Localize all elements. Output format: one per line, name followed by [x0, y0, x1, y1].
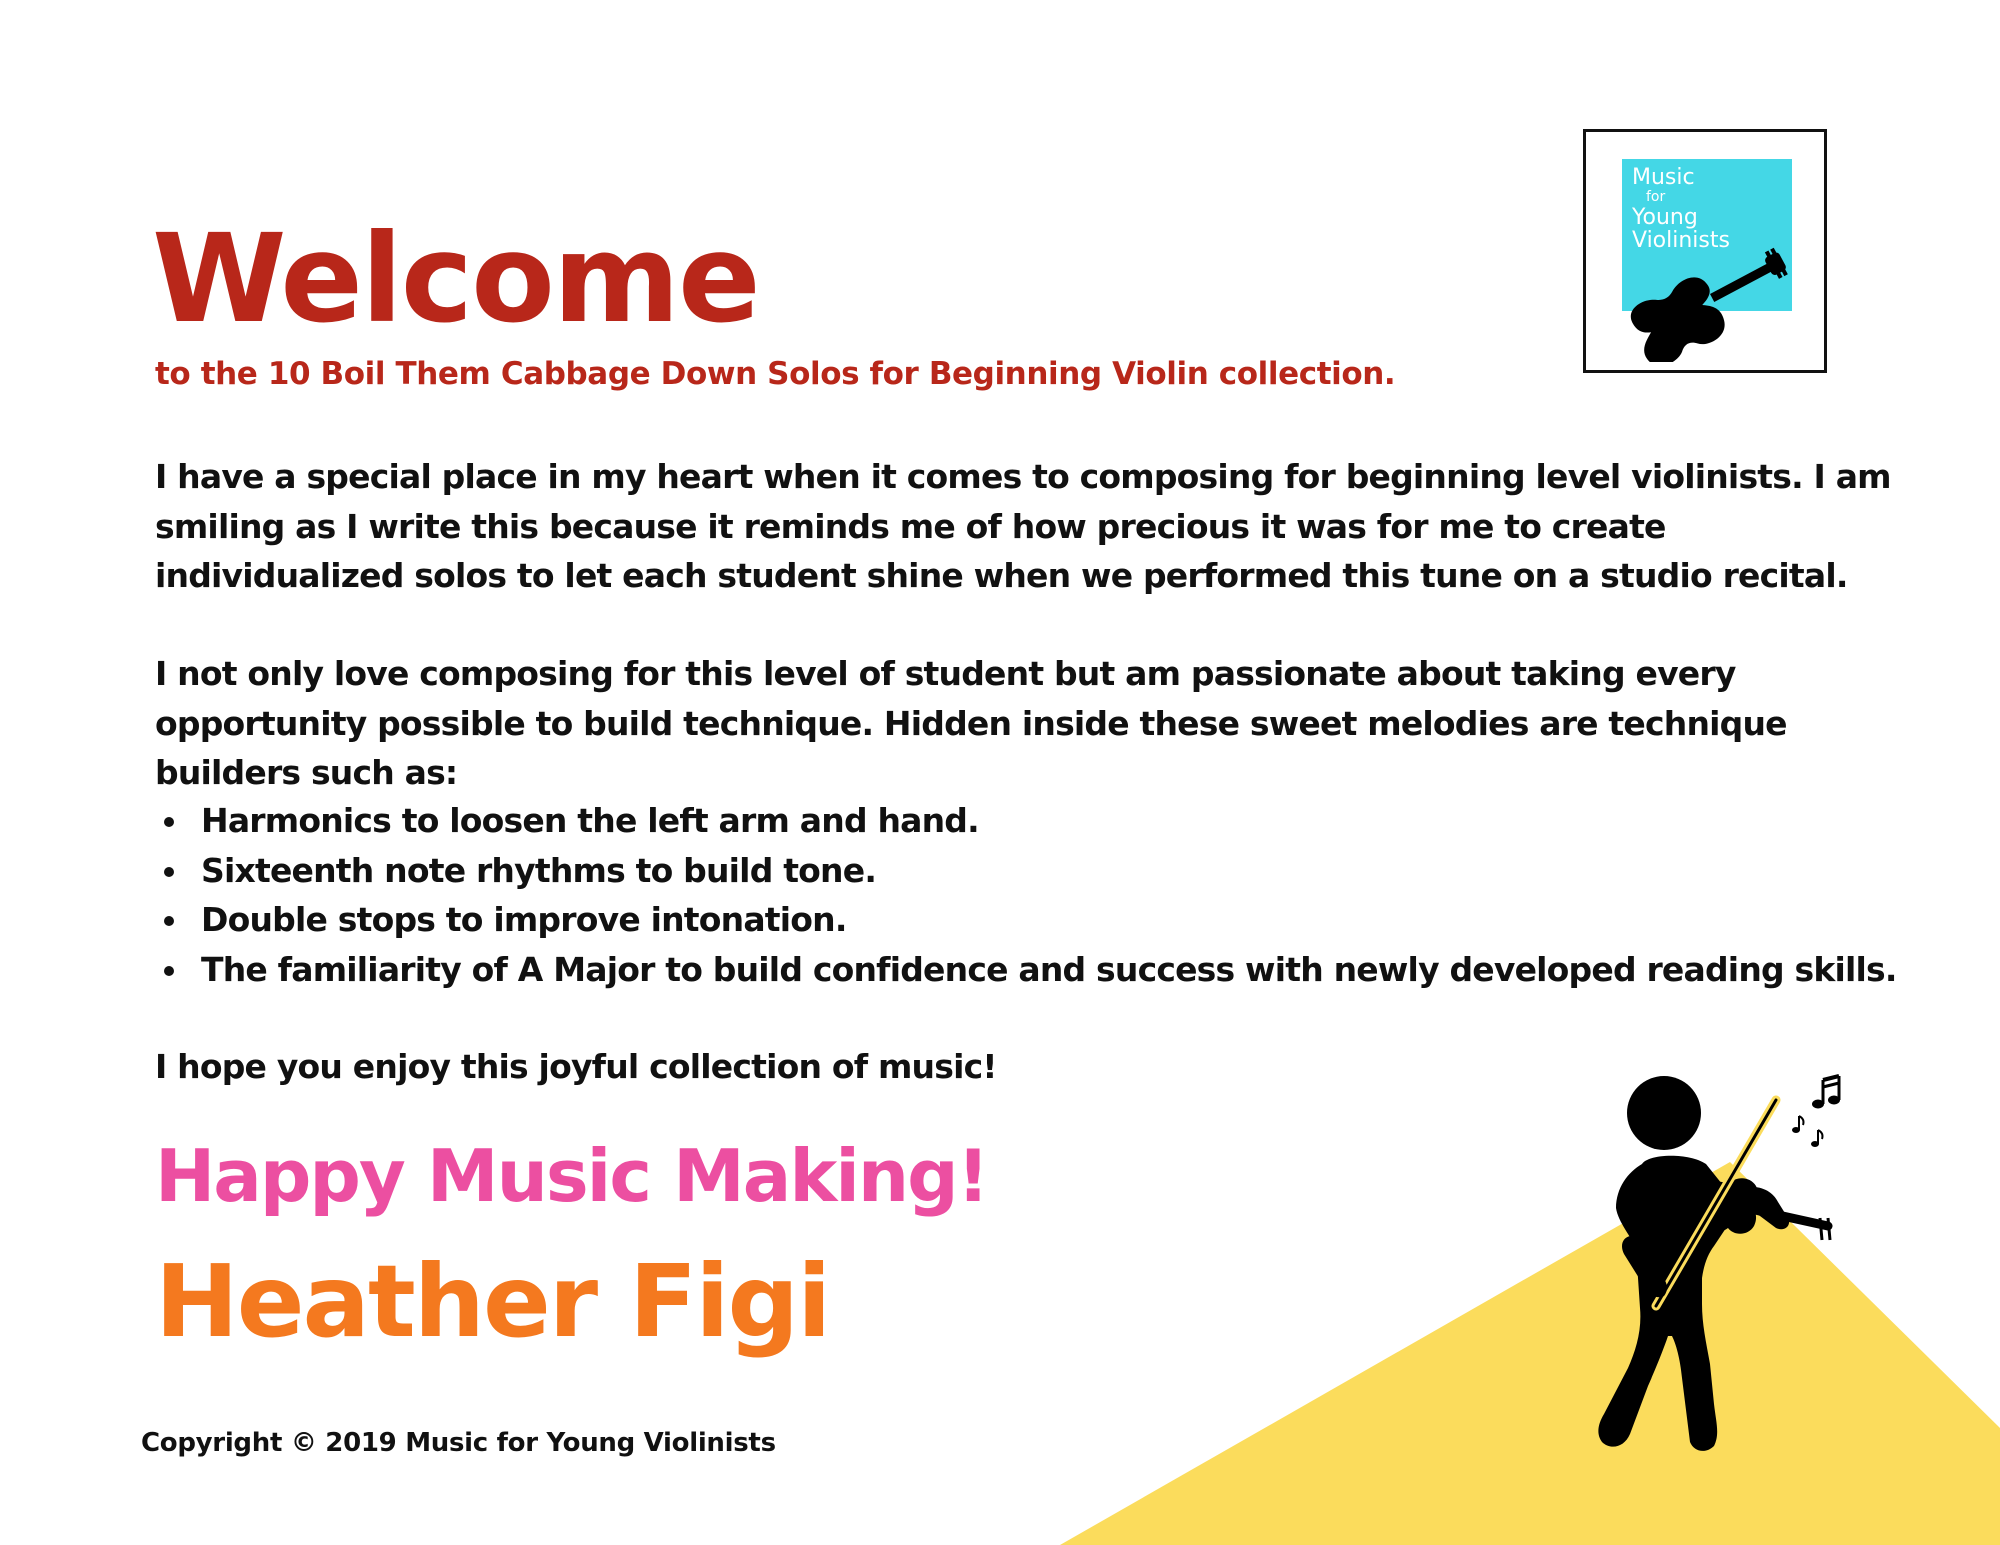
logo-line-young: Young [1632, 204, 1698, 230]
yellow-triangle [1060, 1162, 2000, 1545]
violin-icon [1606, 242, 1806, 362]
intro-paragraph: I have a special place in my heart when it comes to composing for beginning level violinists. I am smiling as I write this because it reminds me of how precious it was for me to create individualized solos to let each student shine when we performed this tune on a studio recital. [155, 457, 1891, 595]
copyright-notice: Copyright © 2019 Music for Young Violinists [141, 1428, 776, 1458]
technique-paragraph: I not only love composing for this level of student but am passionate about taking every opportunity possible to build technique. Hidden inside these sweet melodies are technique builders such as: [155, 654, 1787, 792]
logo-line-violinists: Violinists [1632, 227, 1730, 253]
closing-paragraph: I hope you enjoy this joyful collection of music! [155, 1047, 997, 1086]
list-item: The familiarity of A Major to build confidence and success with newly developed reading skills. [155, 945, 1897, 995]
page-title: Welcome [152, 208, 759, 350]
author-name: Heather Figi [155, 1243, 830, 1360]
logo-line-music: Music [1632, 165, 1695, 190]
logo-text [1632, 166, 1730, 252]
list-item: Harmonics to loosen the left arm and hand. [155, 796, 1897, 846]
list-item: Double stops to improve intonation. [155, 895, 1897, 945]
brand-logo [1583, 129, 1827, 373]
list-item: Sixteenth note rhythms to build tone. [155, 846, 1897, 896]
technique-list [155, 796, 1897, 994]
music-notes-icon [1792, 1076, 1840, 1147]
sign-off: Happy Music Making! [155, 1134, 988, 1218]
logo-line-for: for [1646, 189, 1666, 206]
page-subtitle: to the 10 Boil Them Cabbage Down Solos for Beginning Violin collection. [155, 356, 1396, 392]
violinist-icon [1590, 1068, 1850, 1468]
